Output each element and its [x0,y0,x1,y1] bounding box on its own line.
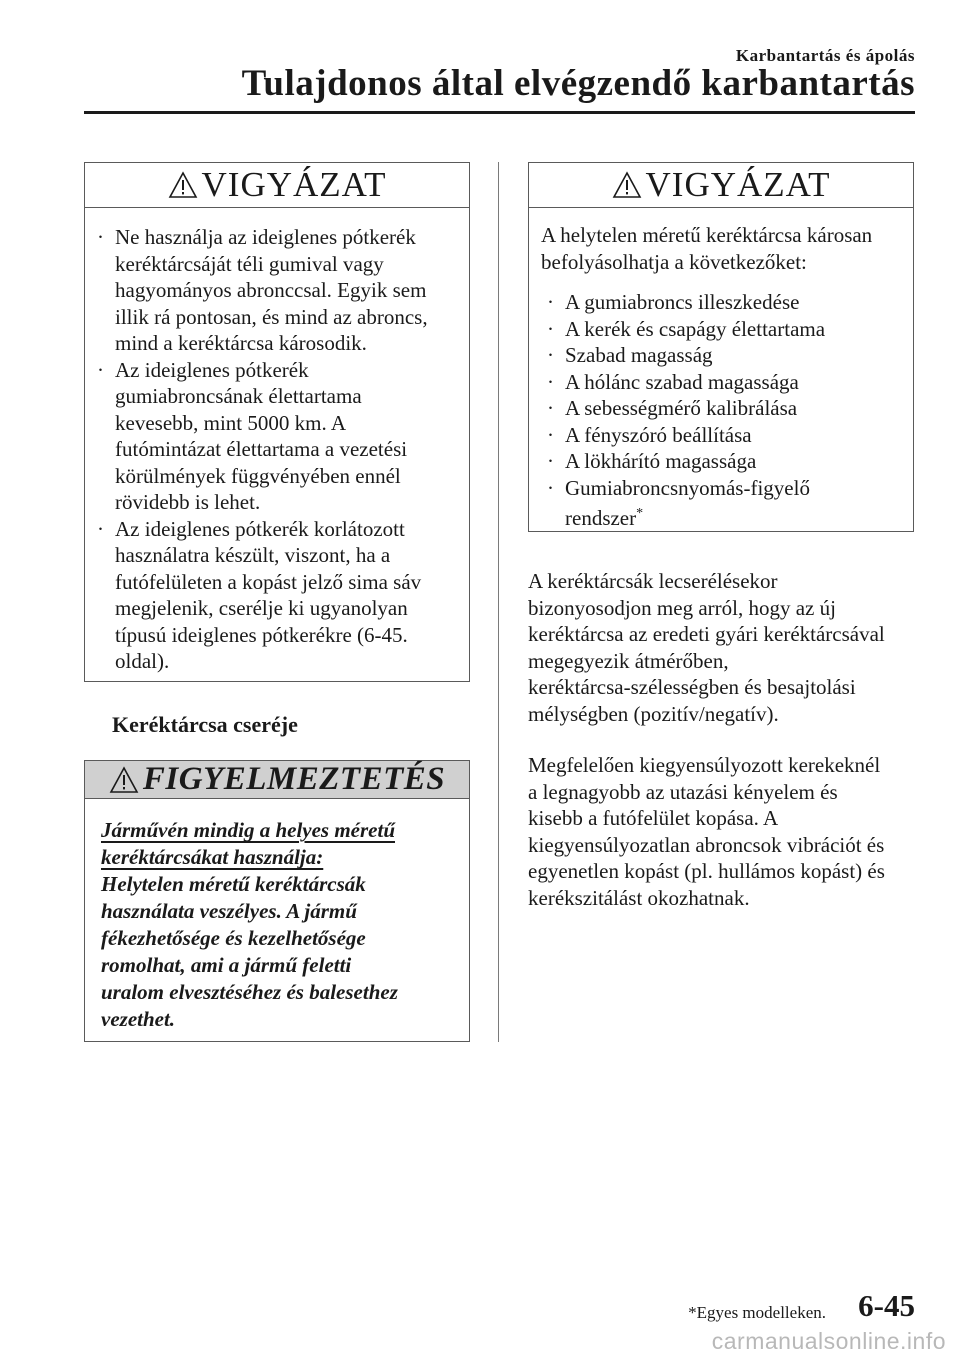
bullet-dot: · [547,290,554,314]
paragraph-line: a legnagyobb az utazási kényelem és [528,779,838,804]
bullet-line: típusú ideiglenes pótkerékre (6-45. [115,622,408,647]
bullet-item [535,342,913,369]
paragraph-line: megegyezik átmérőben, [528,648,729,673]
bullet-line: mind a keréktárcsa károsodik. [115,331,367,355]
page-number: 6-45 [858,1288,915,1323]
page-title: Tulajdonos által elvégzendő karbantartás [241,63,915,104]
warning-triangle-icon [168,171,198,199]
warning-line: keréktárcsákat használja: [101,845,324,869]
bullet-line: Gumiabroncsnyomás-figyelő [565,475,810,500]
bullet-line: Az ideiglenes pótkerék [115,357,309,382]
bullet-line: rendszer [565,506,637,530]
bullet-item [535,448,913,475]
bullet-item [85,516,469,675]
watermark: carmanualsonline.info [711,1328,946,1354]
bullet-line: A lökhárító magassága [565,449,757,473]
bullet-line: hagyományos abronccsal. Egyik sem [115,278,427,302]
warning-box [84,760,470,1042]
warning-line: Járművén mindig a helyes méretű [101,818,395,842]
warning-line: Helytelen méretű keréktárcsák [101,872,366,896]
bullet-item [535,289,913,316]
paragraph-line: keréktárcsa az eredeti gyári keréktárcsával [528,622,885,646]
bullet-dot: · [97,357,104,382]
lead-line: befolyásolhatja a következőket: [541,249,807,274]
bullet-item [535,395,913,422]
paragraph-line: A keréktárcsák lecserélésekor [528,569,778,593]
bullet-item [535,475,913,532]
caution-list [529,289,913,532]
caution-header [85,163,469,208]
caution-header [529,163,913,208]
paragraph-line: Megfelelően kiegyensúlyozott kerekeknél [528,753,881,777]
paragraph-line: bizonyosodjon meg arról, hogy az új [528,595,836,620]
paragraph-line: mélységben (pozitív/negatív). [528,701,779,726]
paragraph-line: kerékszitálást okozhatnak. [528,885,750,910]
bullet-dot: · [547,475,554,500]
bullet-line: A sebességmérő kalibrálása [565,396,798,420]
warning-triangle-icon [612,171,642,199]
warning-text [85,799,469,1033]
bullet-item [535,369,913,396]
warning-line: fékezhetősége és kezelhetősége [101,926,366,950]
bullet-item [535,316,913,343]
section-subheading: Keréktárcsa cseréje [112,712,298,737]
warning-header [85,761,469,799]
bullet-line: futófelületen a kopást jelző sima sáv [115,569,422,594]
paragraph-line: egyenetlen kopást (pl. hullámos kopást) és [528,859,885,883]
footnote: *Egyes modelleken. [688,1303,826,1322]
bullet-line: A hólánc szabad magassága [565,369,799,394]
bullet-line: A gumiabroncs illeszkedése [565,290,800,314]
bullet-line: oldal). [115,649,170,673]
warning-triangle-icon [109,766,139,794]
paragraph-line: keréktárcsa-szélességben és besajtolási [528,675,856,699]
bullet-dot: · [547,343,554,367]
caution-title: VIGYÁZAT [645,165,831,204]
footnote-marker: * [636,506,644,521]
bullet-line: használatra készült, viszont, ha a [115,543,391,567]
caution-box-left [84,162,470,682]
bullet-line: körülmények függvényében ennél [115,463,401,488]
caution-lead [541,222,901,275]
bullet-dot: · [547,369,554,394]
bullet-item [535,422,913,449]
caution-title: VIGYÁZAT [201,165,387,204]
warning-line: uralom elvesztéséhez és balesethez [101,980,398,1004]
bullet-line: keréktárcsáját téli gumival vagy [115,251,384,276]
paragraph-wheel-replacement [528,568,928,727]
warning-title: FIGYELMEZTETÉS [142,761,446,797]
paragraph-line: kiegyensúlyozatlan abroncsok vibrációt és [528,832,885,857]
bullet-line: Az ideiglenes pótkerék korlátozott [115,516,405,541]
bullet-line: futómintázat élettartama a vezetési [115,437,408,461]
section-header: Karbantartás és ápolás [735,46,915,65]
caution-box-right [528,162,914,532]
bullet-line: gumiabroncsának élettartama [115,384,362,408]
bullet-line: kevesebb, mint 5000 km. A [115,410,346,435]
bullet-dot: · [547,316,554,341]
bullet-line: illik rá pontosan, és mind az abroncs, [115,304,428,329]
paragraph-line: kisebb a futófelület kopása. A [528,806,779,830]
bullet-line: A kerék és csapágy élettartama [565,316,826,341]
bullet-dot: · [97,516,104,541]
bullet-dot: · [547,449,554,473]
bullet-dot: · [547,422,554,447]
warning-line: használata veszélyes. A jármű [101,899,357,923]
bullet-item [85,224,469,357]
caution-list [85,208,469,675]
bullet-line: megjelenik, cserélje ki ugyanolyan [115,596,408,620]
bullet-dot: · [547,396,554,420]
bullet-item [85,357,469,516]
paragraph-wheel-balance [528,752,928,911]
bullet-line: Ne használja az ideiglenes pótkerék [115,225,416,249]
bullet-line: Szabad magasság [565,343,713,367]
warning-line: romolhat, ami a jármű feletti [101,953,352,977]
lead-line: A helytelen méretű keréktárcsa károsan [541,223,873,247]
header-rule [84,111,915,114]
bullet-line: A fényszóró beállítása [565,422,752,447]
bullet-dot: · [97,225,104,249]
column-divider [498,162,499,1042]
warning-line: vezethet. [101,1007,176,1031]
bullet-line: rövidebb is lehet. [115,490,261,514]
